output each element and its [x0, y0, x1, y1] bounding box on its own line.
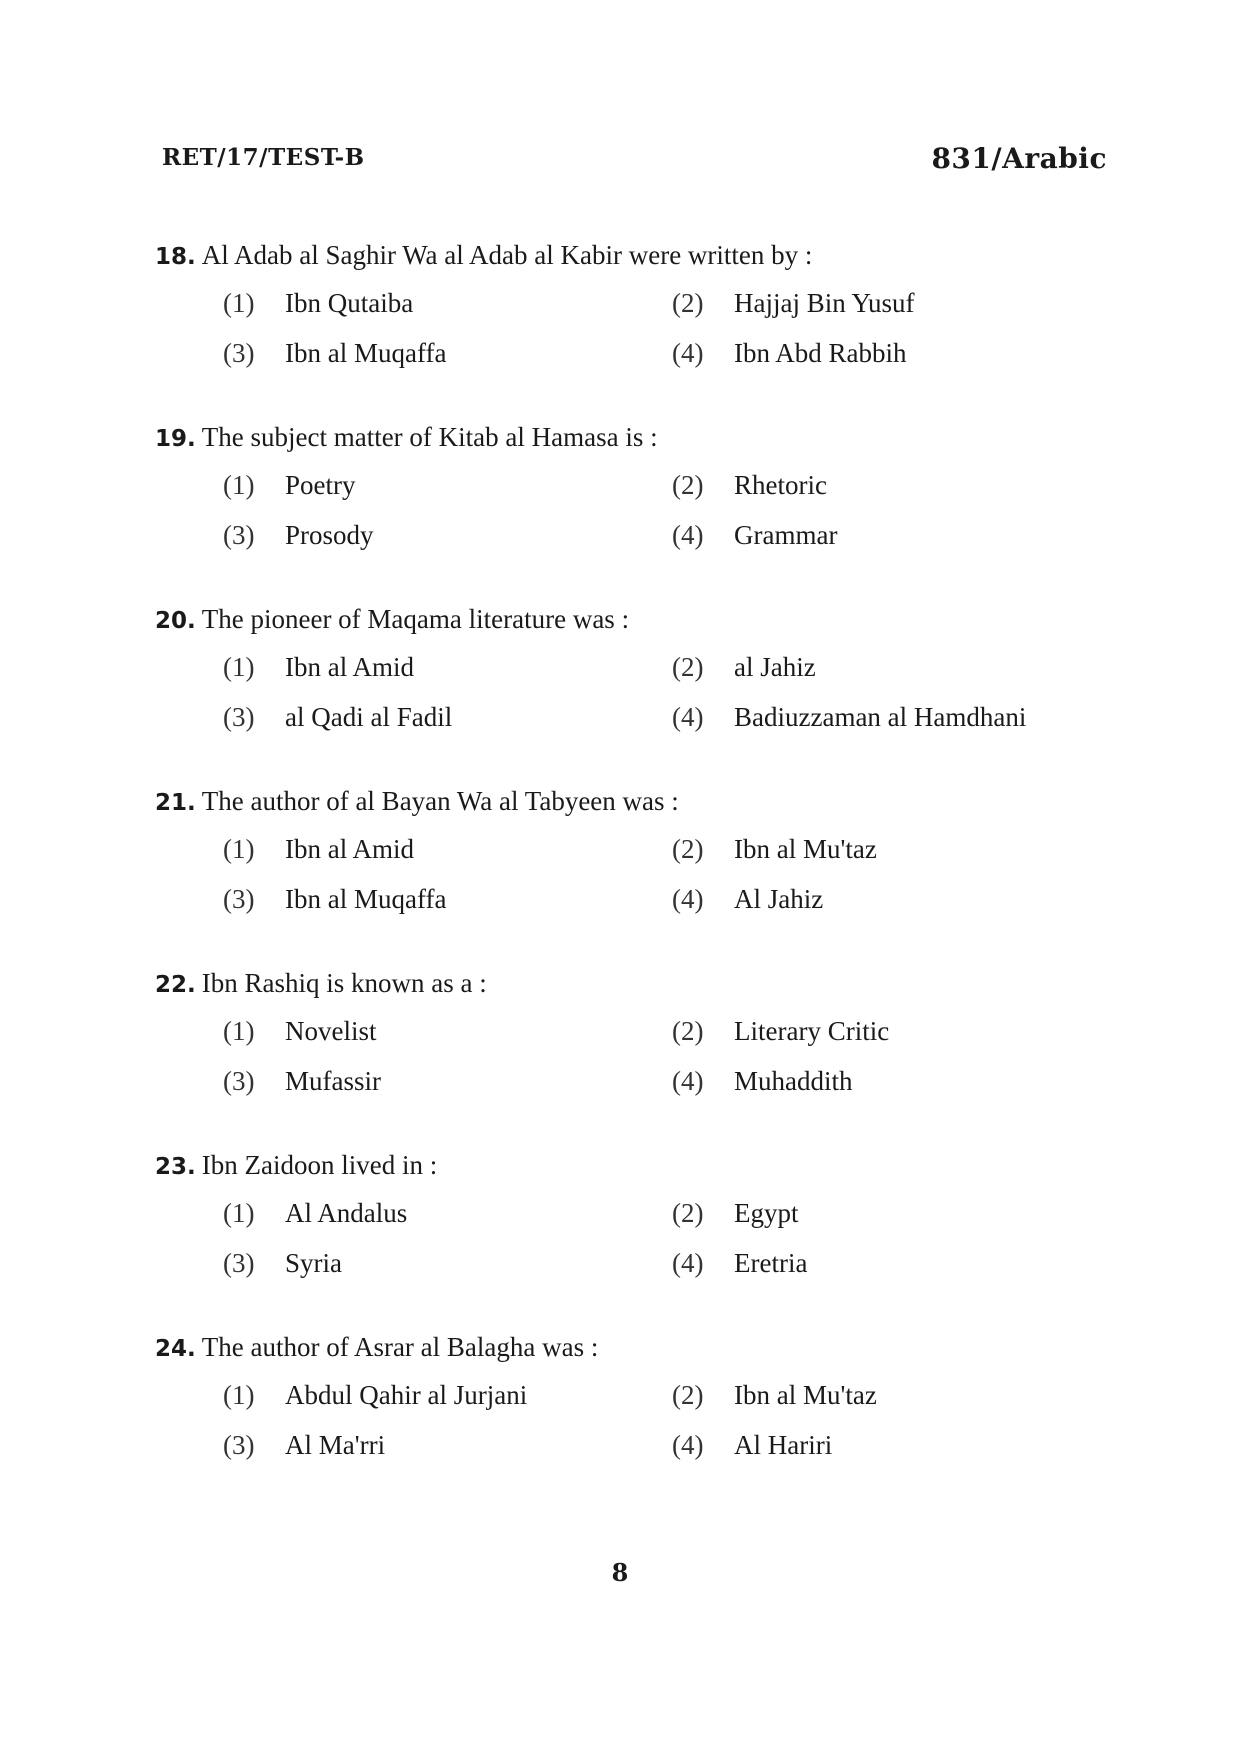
question-stem: [155, 1150, 437, 1181]
question-20: [155, 604, 1115, 786]
option-text: Ibn al Amid: [285, 834, 414, 864]
option-text: Ibn al Mu'taz: [734, 1380, 877, 1410]
option-4: [672, 1248, 807, 1279]
question-22: [155, 968, 1115, 1150]
option-number: (1): [223, 288, 255, 318]
option-number: (1): [223, 1016, 255, 1046]
question-stem: [155, 968, 487, 999]
option-number: (3): [223, 1248, 255, 1278]
option-number: (4): [672, 702, 704, 732]
question-stem: [155, 422, 658, 453]
option-text: Prosody: [285, 520, 374, 550]
question-number: 19.: [155, 426, 196, 452]
option-number: (1): [223, 652, 255, 682]
question-text: The subject matter of Kitab al Hamasa is :: [201, 422, 658, 452]
option-number: (2): [672, 1016, 704, 1046]
option-number: (3): [223, 520, 255, 550]
question-number: 22.: [155, 972, 196, 998]
option-1: [223, 1380, 527, 1411]
option-text: Hajjaj Bin Yusuf: [734, 288, 915, 318]
question-stem: [155, 1332, 598, 1363]
option-text: al Jahiz: [734, 652, 816, 682]
option-3: [223, 1430, 385, 1461]
question-stem: [155, 786, 679, 817]
option-2: [672, 470, 827, 501]
option-number: (4): [672, 338, 704, 368]
option-3: [223, 338, 446, 369]
option-text: Egypt: [734, 1198, 799, 1228]
option-number: (1): [223, 1380, 255, 1410]
option-number: (1): [223, 834, 255, 864]
option-2: [672, 1016, 889, 1047]
question-23: [155, 1150, 1115, 1332]
option-3: [223, 1248, 342, 1279]
question-text: Ibn Rashiq is known as a :: [201, 968, 487, 998]
option-2: [672, 652, 816, 683]
option-text: Mufassir: [285, 1066, 381, 1096]
option-4: [672, 1430, 832, 1461]
option-text: Rhetoric: [734, 470, 827, 500]
option-4: [672, 520, 837, 551]
question-19: [155, 422, 1115, 604]
question-24: [155, 1332, 1115, 1514]
question-21: [155, 786, 1115, 968]
option-3: [223, 1066, 381, 1097]
option-text: Novelist: [285, 1016, 377, 1046]
option-2: [672, 1380, 877, 1411]
option-text: Ibn al Mu'taz: [734, 834, 877, 864]
question-number: 23.: [155, 1154, 196, 1180]
option-number: (2): [672, 288, 704, 318]
question-text: The pioneer of Maqama literature was :: [201, 604, 630, 634]
question-list: [155, 240, 1115, 1514]
option-number: (3): [223, 1430, 255, 1460]
option-text: Al Ma'rri: [285, 1430, 386, 1460]
option-number: (1): [223, 470, 255, 500]
option-text: Ibn Abd Rabbih: [734, 338, 907, 368]
option-number: (1): [223, 1198, 255, 1228]
question-number: 20.: [155, 608, 196, 634]
question-stem: [155, 240, 812, 271]
question-text: The author of Asrar al Balagha was :: [201, 1332, 599, 1362]
option-text: Syria: [285, 1248, 342, 1278]
option-4: [672, 1066, 853, 1097]
option-3: [223, 520, 374, 551]
option-text: Poetry: [285, 470, 356, 500]
option-text: Eretria: [734, 1248, 808, 1278]
option-text: Badiuzzaman al Hamdhani: [734, 702, 1027, 732]
question-number: 24.: [155, 1336, 196, 1362]
option-number: (4): [672, 520, 704, 550]
question-text: The author of al Bayan Wa al Tabyeen was :: [201, 786, 679, 816]
option-text: Ibn al Amid: [285, 652, 414, 682]
option-number: (3): [223, 338, 255, 368]
question-number: 18.: [155, 244, 196, 270]
option-1: [223, 834, 414, 865]
option-4: [672, 338, 907, 369]
question-18: [155, 240, 1115, 422]
option-text: Abdul Qahir al Jurjani: [285, 1380, 528, 1410]
paper-code: RET/17/TEST-B: [162, 144, 365, 171]
option-number: (3): [223, 1066, 255, 1096]
subject-title: 831/Arabic: [931, 142, 1107, 175]
option-text: Al Hariri: [734, 1430, 833, 1460]
option-2: [672, 1198, 799, 1229]
question-stem: [155, 604, 629, 635]
option-text: Grammar: [734, 520, 838, 550]
option-text: al Qadi al Fadil: [285, 702, 453, 732]
page-number: 8: [611, 1558, 629, 1587]
option-number: (2): [672, 1198, 704, 1228]
option-number: (2): [672, 470, 704, 500]
option-1: [223, 652, 414, 683]
option-2: [672, 288, 914, 319]
option-2: [672, 834, 877, 865]
option-number: (3): [223, 884, 255, 914]
option-text: Muhaddith: [734, 1066, 853, 1096]
option-number: (4): [672, 884, 704, 914]
option-4: [672, 884, 823, 915]
option-text: Al Andalus: [285, 1198, 408, 1228]
option-number: (4): [672, 1066, 704, 1096]
option-text: Ibn al Muqaffa: [285, 884, 447, 914]
option-text: Literary Critic: [734, 1016, 890, 1046]
option-number: (2): [672, 1380, 704, 1410]
question-text: Ibn Zaidoon lived in :: [201, 1150, 438, 1180]
option-3: [223, 702, 452, 733]
option-text: Al Jahiz: [734, 884, 824, 914]
option-number: (4): [672, 1430, 704, 1460]
option-text: Ibn al Muqaffa: [285, 338, 447, 368]
option-number: (3): [223, 702, 255, 732]
option-1: [223, 1198, 407, 1229]
question-text: Al Adab al Saghir Wa al Adab al Kabir were written by :: [201, 240, 813, 270]
option-number: (2): [672, 652, 704, 682]
option-1: [223, 288, 413, 319]
option-text: Ibn Qutaiba: [285, 288, 414, 318]
option-number: (2): [672, 834, 704, 864]
question-number: 21.: [155, 790, 196, 816]
option-3: [223, 884, 446, 915]
option-1: [223, 1016, 377, 1047]
option-number: (4): [672, 1248, 704, 1278]
option-1: [223, 470, 356, 501]
option-4: [672, 702, 1026, 733]
